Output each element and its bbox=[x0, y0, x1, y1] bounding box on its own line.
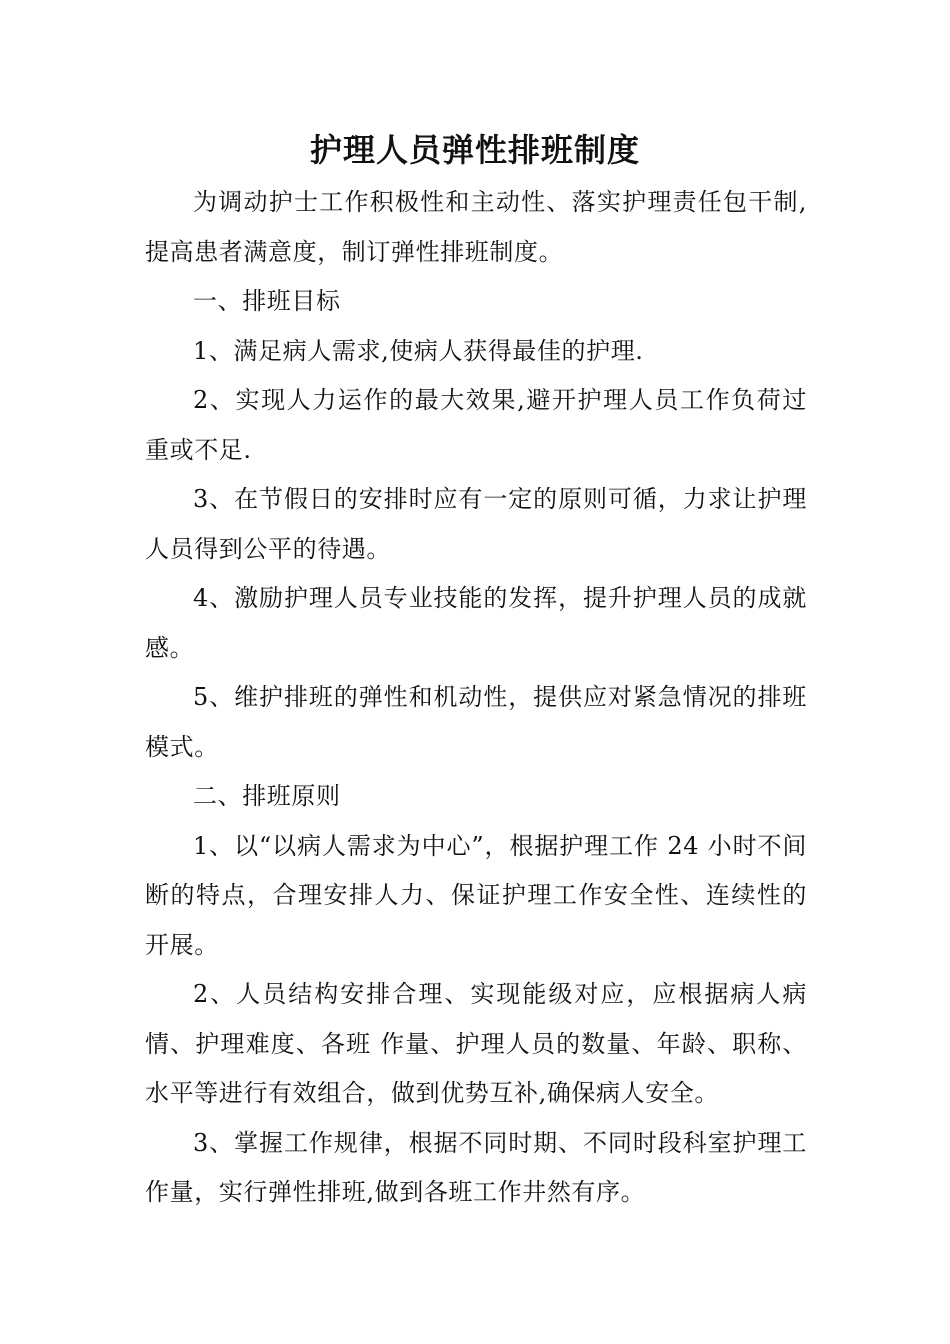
section-heading-goals: 一、排班目标 bbox=[193, 287, 341, 315]
paragraph-goal-3: 3、在节假日的安排时应有一定的原则可循，力求让护理人员得到公平的待遇。 bbox=[145, 485, 807, 563]
paragraph-intro: 为调动护士工作积极性和主动性、落实护理责任包干制,提高患者满意度，制订弹性排班制度。 bbox=[145, 188, 807, 266]
paragraph-principle-1: 1、以“以病人需求为中心”，根据护理工作 24 小时不间断的特点，合理安排人力、保证护理工作安全性、连续性的开展。 bbox=[145, 831, 807, 959]
paragraph-principle-2: 2、人员结构安排合理、实现能级对应，应根据病人病情、护理难度、各班 作量、护理人员的数量、年龄、职称、水平等进行有效组合，做到优势互补,确保病人安全。 bbox=[145, 980, 807, 1107]
paragraph-goal-2: 2、实现人力运作的最大效果,避开护理人员工作负荷过重或不足. bbox=[145, 386, 807, 464]
paragraph-goal-1: 1、满足病人需求,使病人获得最佳的护理. bbox=[193, 336, 644, 365]
paragraph-principle-3: 3、掌握工作规律，根据不同时期、不同时段科室护理工作量，实行弹性排班,做到各班工作井然有序。 bbox=[145, 1128, 807, 1206]
paragraph-goal-4: 4、激励护理人员专业技能的发挥，提升护理人员的成就感。 bbox=[145, 584, 807, 662]
paragraph-goal-5: 5、维护排班的弹性和机动性，提供应对紧急情况的排班模式。 bbox=[145, 683, 807, 761]
section-heading-principles: 二、排班原则 bbox=[193, 782, 341, 810]
document-title: 护理人员弹性排班制度 bbox=[309, 131, 640, 169]
document-body bbox=[145, 178, 807, 1218]
